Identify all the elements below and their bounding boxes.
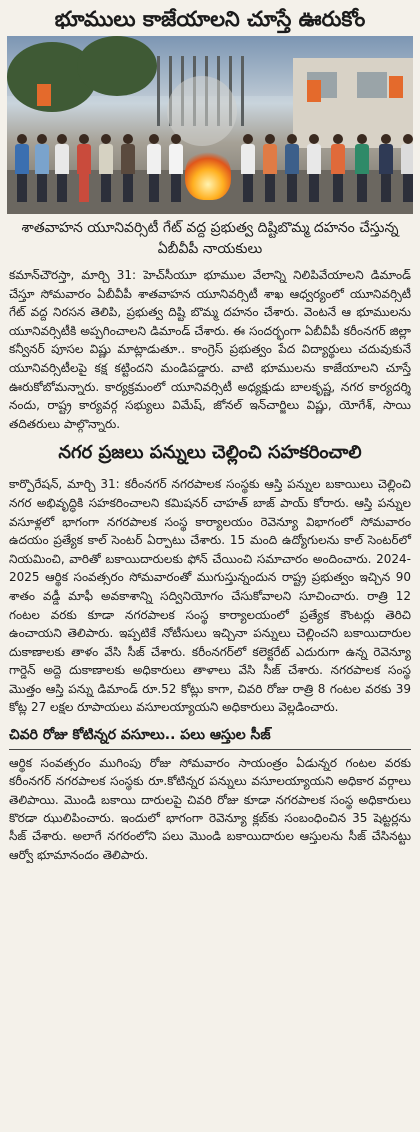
article2-body: కార్పొరేషన్, మార్చి 31: కరీంనగర్ నగరపాలక సంస్థకు ఆస్తి పన్నుల బకాయిలు చెల్లించి నగర అభివృద్ధికి సహకరించాలని కమిషనర్ చాహత్ బాజ్ పాయ్ కోరారు. ఆస్తి పన్నుల వసూళ్లలో భాగంగా నగరపాలక సంస్థ కార్యాలయం రెవెన్యూ విభాగంలో సోమవారం ఉదయం ప్రత్యేక కాల్ సెంటర్ ఏర్పాటు చేశారు. 15 మంది ఉద్యోగులను కాల్ సెంటర్‌లో నియమించి, వారితో బకాయిదారులకు ఫోన్ చేయించి సమాచారం అందించారు. 2024-2025 ఆర్థిక సంవత్సరం సోమవారంతో ముగుస్తున్నందున రాష్ట్ర ప్రభుత్వం ఇచ్చిన 90 శాతం వడ్డీ మాఫీ అవకాశాన్ని సద్వినియోగం చేసుకోవాలని సూచించారు. రాత్రి 12 గంటల వరకు కూడా నగరపాలక సంస్థ కార్యాలయంలో ప్రత్యేక కౌంటర్లు తెరిచి ఉంచాయని తెలిపారు. ఇప్పటికే నోటీసులు ఇచ్చినా పన్నులు చెల్లించని బకాయిదారుల దుకాణాలకు తాళం వేసి సీజ్ చేశారు. కరీంనగర్‌లో కలెక్టరేట్ ఎదురుగా ఉన్న రెవెన్యూ గార్డెన్ అద్దె దుకాణాలకు అధికారులు తాళాలు వేసి సీజ్ చేశారు. నగరపాలక సంస్థ మొత్తం ఆస్తి పన్ను డిమాండ్ రూ.52 కోట్లు కాగా, చివరి రోజు రాత్రి 8 గంటల వరకు 39 కోట్ల 27 లక్షల రూపాయలు వసూలయ్యాయని అధికారులు వెల్లడించారు. — [9, 477, 411, 715]
article1-photo — [7, 36, 413, 214]
photo-caption: శాతవాహన యూనివర్సిటీ గేట్ వద్ద ప్రభుత్వ దిష్టిబొమ్మ దహనం చేస్తున్న ఏబీవీపీ నాయకులు — [21, 220, 399, 257]
article1-headline: భూములు కాజేయాలని చూస్తే ఊరుకోం — [54, 7, 366, 31]
article3-body: ఆర్థిక సంవత్సరం ముగింపు రోజు సోమవారం సాయంత్రం ఏడున్నర గంటల వరకు కరీంనగర్ నగరపాలక సంస్థకు రూ.కోటిన్నర పన్నులు వసూలయ్యాయని అధికార వర్గాలు తెలిపాయి. మొండి బకాయి దారులపై చివరి రోజు కూడా నగరపాలక సంస్థ అధికారులు కొరడా ఝులిపించారు. ఇందులో భాగంగా రెవెన్యూ క్లబ్‌కు సంబంధించిన 35 షెట్టర్లను సీజ్ చేశారు. అలాగే నగరంలోని పలు మొండి బకాయిదారుల ఆస్తులను సీజ్ చేసినట్టు ఆర్వో భూమానందం తెలిపారు. — [9, 756, 411, 862]
article3-subhead: చివరి రోజు కోటిన్నర వసూలు.. పలు ఆస్తుల సీజ్ — [9, 727, 271, 744]
burning-effigy — [185, 148, 231, 200]
article1-body: కమాన్‌చౌరస్తా, మార్చి 31: హెచ్‌సీయూ భూముల వేలాన్ని నిలిపివేయాలని డిమాండ్ చేస్తూ సోమవారం ఏబీవీపీ శాతవాహన యూనివర్సిటీ శాఖ ఆధ్వర్యంలో యూనివర్సిటీ గేట్ వద్ద నిరసన తెలిపి, ప్రభుత్వ దిష్టి బొమ్మ దహనం చేశారు. వెంటనే ఆ భూములను యూనివర్సిటీకి అప్పగించాలని డిమాండ్ చేశారు. ఈ సందర్భంగా ఏబీవీపీ కరీంనగర్ జిల్లా కన్వీనర్ పూసల విష్ణు మాట్లాడుతూ.. కాంగ్రెస్ ప్రభుత్వం పేద విద్యార్థులు చదువుకునే యూనివర్సిటీలపై కక్ష కట్టిందని మండిపడ్డారు. వాటి భూములను కాజేయాలని చూస్తే ఊరుకోబోమన్నారు. కార్యక్రమంలో యూనివర్సిటీ అధ్యక్షుడు బాలకృష్ణ, నగర కార్యదర్శి నందు, రాష్ట్ర కార్యవర్గ సభ్యులు విమేష్, జోనల్ ఇన్‌చార్జిలు విష్ణు, యోగేశ్, సాయి తదితరులు పాల్గొన్నారు. — [9, 268, 411, 431]
article2-headline: నగర ప్రజలు పన్నులు చెల్లించి సహకరించాలి — [58, 442, 362, 464]
